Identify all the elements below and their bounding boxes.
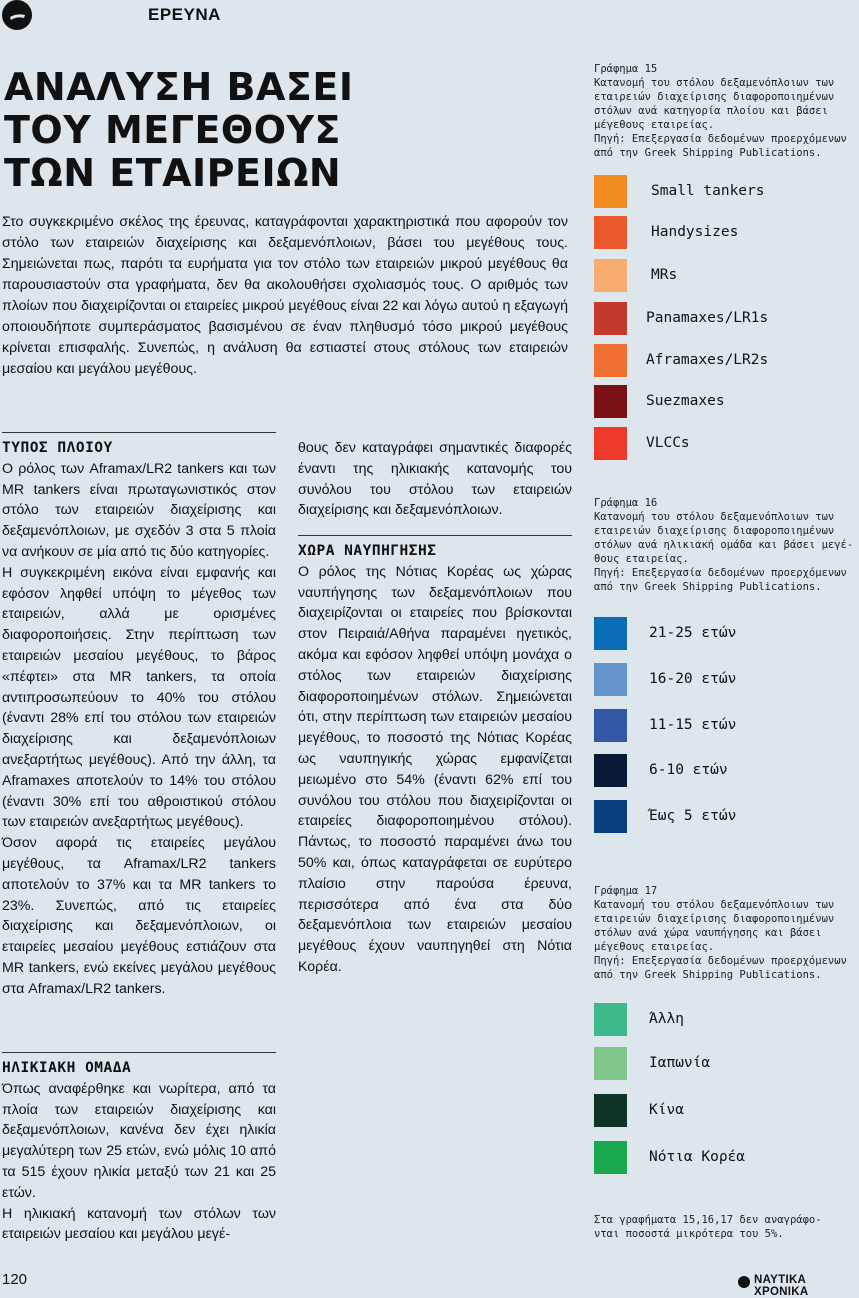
legend-item: [594, 175, 856, 209]
legend-item: [594, 663, 856, 697]
legend-label: MRs: [651, 267, 678, 283]
legend-swatch: [594, 385, 627, 418]
brand-name: ΝΑΥΤΙΚΑ ΧΡΟΝΙΚΑ: [754, 1274, 809, 1298]
figure-source: Πηγή: Επεξεργασία δεδομένων προερχόμενων από την Greek Shipping Publications.: [594, 955, 847, 981]
column-2: [298, 438, 572, 521]
legend-item: [594, 216, 856, 250]
footnote: [594, 1213, 856, 1241]
figure-number: Γράφημα 15: [594, 63, 658, 75]
section-label: ΕΡΕΥΝΑ: [148, 5, 221, 24]
legend-label: Ιαπωνία: [649, 1055, 711, 1071]
legend-swatch: [594, 754, 627, 787]
column-1-continued: [2, 1058, 276, 1245]
legend-label: Κίνα: [649, 1102, 684, 1118]
figure-17-caption: [594, 884, 856, 982]
legend-label: 11-15 ετών: [649, 717, 737, 733]
subheading-age-group: ΗΛΙΚΙΑΚΗ ΟΜΑΔΑ: [2, 1060, 132, 1076]
legend-item: [594, 1094, 856, 1128]
paragraph: Ο ρόλος των Aframax/LR2 tankers και των MR tankers είναι πρωταγωνιστικός στον στόλο των εταιρειών διαχείρισης και δεξαμενόπλοιων, με σχεδόν 3 στα 5 πλοία να ανήκουν σε μία από τις δύο κατηγορίες.: [2, 460, 276, 560]
paragraph: Όσον αφορά τις εταιρείες μεγάλου μεγέθους, τα Aframax/LR2 tankers αποτελούν το 37% και τα MR tankers το 23%. Συνεπώς, από τις εταιρείες διαχείρισης και δεξαμενόπλοιων, οι εταιρείες μεσαίου μεγέθους εστιάζουν στα MR tankers, ενώ εκείνες μεγάλου μεγέθους στα Aframax/LR2 tankers.: [2, 835, 276, 997]
legend-swatch: [594, 617, 627, 650]
figure-16-caption: [594, 496, 856, 594]
legend-swatch: [594, 302, 627, 335]
column-1: [2, 438, 276, 1000]
figure-source: Πηγή: Επεξεργασία δεδομένων προερχόμενων από την Greek Shipping Publications.: [594, 567, 847, 593]
figure-description: Κατανομή του στόλου δεξαμενόπλοιων των εταιρειών διαχείρισης διαφοροποιημένων στόλων ανά κατηγορία πλοίου και βάσει μέγεθους εταιρείας.: [594, 77, 835, 131]
legend-item: [594, 617, 856, 651]
legend-label: Suezmaxes: [646, 393, 725, 409]
legend-swatch: [594, 800, 627, 833]
magazine-logo-icon: [2, 0, 32, 30]
legend-item: [594, 302, 856, 336]
subheading-ship-type: ΤΥΠΟΣ ΠΛΟΙΟΥ: [2, 440, 113, 456]
legend-item: [594, 754, 856, 788]
legend-swatch: [594, 216, 627, 249]
legend-item: [594, 385, 856, 419]
divider: [298, 535, 572, 536]
subheading-build-country: ΧΩΡΑ ΝΑΥΠΗΓΗΣΗΣ: [298, 543, 437, 559]
intro-paragraph: Στο συγκεκριμένο σκέλος της έρευνας, καταγράφονται χαρακτηριστικά που αφορούν τον στόλο των εταιρειών διαχείρισης και δεξαμενόπλοιων, βάσει του μεγέθους τους. Σημειώνεται πως, παρότι τα ευρήματα για τον στόλο των εταιρειών μικρού μεγέθους θα παρουσιαστούν στα γραφήματα, δεν θα ακολουθήσει σχολιασμός τους. Ο αριθμός των πλοίων που διαχειρίζονται οι εταιρείες μικρού μεγέθους είναι 22 και λόγω αυτού η εξαγωγή οποιουδήποτε συμπεράσματος βασισμένου σε έναν πληθυσμό τόσο μικρού μεγέθους κρίνεται επισφαλής. Συνεπώς, η ανάλυση θα εστιαστεί στους στόλους των εταιρειών μεσαίου και μεγάλου μεγέθους.: [2, 214, 568, 377]
divider: [2, 1052, 276, 1053]
legend-label: VLCCs: [646, 435, 690, 451]
footnote-text: Στα γραφήματα 15,16,17 δεν αναγράφο- νται ποσοστά μικρότερα του 5%.: [594, 1214, 822, 1240]
divider: [2, 432, 276, 433]
legend-swatch: [594, 1003, 627, 1036]
legend-label: 16-20 ετών: [649, 671, 737, 687]
legend-swatch: [594, 259, 627, 292]
legend-label: 21-25 ετών: [649, 625, 737, 641]
legend-swatch: [594, 1141, 627, 1174]
legend-item: [594, 344, 856, 378]
page-number: 120: [2, 1271, 28, 1288]
legend-swatch: [594, 175, 627, 208]
paragraph: Η συγκεκριμένη εικόνα είναι εμφανής και εφόσον ληφθεί υπόψη το μέγεθος των εταιρειών, αλλά με ορισμένες διαφοροποιήσεις. Στην περίπτωση των εταιρειών μεσαίου μεγέθους, το βάρος «πέφτει» στα MR tankers, τα οποία αντιπροσωπεύουν το 40% του στόλου (έναντι 28% επί του στόλου των εταιρειών διαχείρισης και δεξαμενόπλοιων ανεξαρτήτως μεγέθους). Από την άλλη, τα Aframaxes αποτελούν το 14% του στόλου (έναντι 30% επί του αθροιστικού στόλου των εταιρειών ανεξαρτήτως μεγέθους).: [2, 564, 276, 831]
paragraph: Όπως αναφέρθηκε και νωρίτερα, από τα πλοία των εταιρειών διαχείρισης και δεξαμενόπλοιων, κανένα δεν έχει ηλικία μεγαλύτερη των 25 ετών, ενώ μόλις 10 από τα 515 έχουν ηλικία μεταξύ των 21 και 25 ετών.: [2, 1080, 276, 1201]
legend-item: [594, 1047, 856, 1081]
legend-swatch: [594, 344, 627, 377]
figure-description: Κατανομή του στόλου δεξαμενόπλοιων των εταιρειών διαχείρισης διαφοροποιημένων στόλων ανά χώρα ναυπήγησης και βάσει μέγεθους εταιρείας.: [594, 899, 835, 953]
figure-source: Πηγή: Επεξεργασία δεδομένων προερχόμενων από την Greek Shipping Publications.: [594, 133, 847, 159]
legend-label: Panamaxes/LR1s: [646, 310, 769, 326]
brand-logo-icon: [738, 1276, 750, 1288]
figure-15-caption: [594, 62, 856, 160]
legend-swatch: [594, 1047, 627, 1080]
legend-item: [594, 800, 856, 834]
legend-label: 6-10 ετών: [649, 762, 728, 778]
paragraph: Η ηλικιακή κατανομή των στόλων των εταιρειών μεσαίου και μεγάλου μεγέ-: [2, 1205, 276, 1243]
legend-item: [594, 259, 856, 293]
legend-swatch: [594, 709, 627, 742]
title-line: ΑΝΑΛΥΣΗ ΒΑΣΕΙ: [4, 65, 354, 109]
legend-label: Νότια Κορέα: [649, 1149, 746, 1165]
title-line: ΤΩΝ ΕΤΑΙΡΕΙΩΝ: [4, 151, 342, 195]
title-line: ΤΟΥ ΜΕΓΕΘΟΥΣ: [4, 108, 341, 152]
figure-number: Γράφημα 17: [594, 885, 658, 897]
legend-item: [594, 1003, 856, 1037]
paragraph: Ο ρόλος της Νότιας Κορέας ως χώρας ναυπήγησης των δεξαμενόπλοιων που διαχειρίζονται οι εταιρείες που βρίσκονται στον Πειραιά/Αθήνα παραμένει ηγετικός, ακόμα και εφόσον ληφθεί υπόψη μονάχα ο στόλος των εταιρειών διαχείρισης διαφοροποιημένων στόλων. Σημειώνεται ότι, στην περίπτωση των εταιρειών μεσαίου μεγέθους, το ποσοστό της Νότιας Κορέας ως ναυπηγικής χώρας εμφανίζεται μειωμένο στο 54% (έναντι 62% επί του συνόλου του στόλου που διαχειρίζονται οι εταιρείες διαφοροποιημένου στόλου). Πάντως, το ποσοστό παραμένει άνω του 50% και, όπως καταγράφεται σε ευρύτερο πλαίσιο στην παρούσα έρευνα, περισσότερα από ένα στα δύο δεξαμενόπλοια των εταιρειών μεσαίου μεγέθους έχουν ναυπηγηθεί στη Νότια Κορέα.: [298, 563, 572, 975]
legend-label: Έως 5 ετών: [649, 808, 737, 824]
figure-number: Γράφημα 16: [594, 497, 658, 509]
page-title: [4, 66, 564, 195]
legend-item: [594, 427, 856, 461]
legend-label: Handysizes: [651, 224, 739, 240]
legend-label: Aframaxes/LR2s: [646, 352, 769, 368]
legend-swatch: [594, 663, 627, 696]
figure-description: Κατανομή του στόλου δεξαμενόπλοιων των εταιρειών διαχείρισης διαφοροποιημένων στόλων ανά ηλικιακή ομάδα και βάσει μεγέ- θους εταιρείας.: [594, 511, 854, 565]
legend-item: [594, 1141, 856, 1175]
legend-label: Small tankers: [651, 183, 765, 199]
paragraph: θους δεν καταγράφει σημαντικές διαφορές έναντι της ηλικιακής κατανομής του συνόλου του στόλου των εταιρειών διαχείρισης και δεξαμενόπλοιων.: [298, 440, 572, 519]
legend-label: Άλλη: [649, 1011, 684, 1027]
legend-item: [594, 709, 856, 743]
column-2-continued: [298, 541, 572, 978]
legend-swatch: [594, 1094, 627, 1127]
legend-swatch: [594, 427, 627, 460]
